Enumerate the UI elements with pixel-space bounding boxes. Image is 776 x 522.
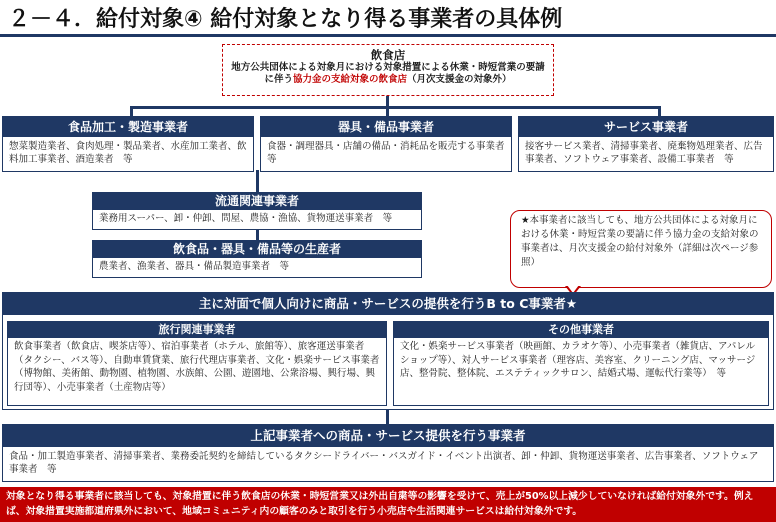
restaurant-line-1: 地方公共団体による対象月における対象措置による休業・時短営業の要請 — [231, 62, 545, 73]
restaurant-title: 飲食店 — [370, 48, 406, 62]
restaurant-line-2-prefix: に伴う — [264, 74, 293, 85]
producers-body: 農業者、漁業者、器具・備品製造事業者 等 — [99, 261, 290, 272]
travel-title: 旅行関連事業者 — [8, 322, 386, 338]
restaurant-highlight: 協力金の支給対象の飲食店 — [292, 74, 407, 85]
restaurant-line-2-suffix: （月次支援金の対象外） — [407, 74, 512, 85]
exclusion-note — [510, 210, 772, 288]
distribution-box — [92, 192, 422, 230]
producers-title: 飲食品・器具・備品等の生産者 — [93, 241, 421, 258]
connector-btoc-down — [386, 410, 389, 424]
btoc-title: 主に対面で個人向けに商品・サービスの提供を行うB to C事業者★ — [3, 293, 773, 315]
other-box — [393, 321, 769, 406]
restaurant-box — [222, 44, 554, 96]
footer-text: 対象となり得る事業者に該当しても、対象措置に伴う飲食店の休業・時短営業又は外出自粛等の影響を受けて、売上が50%以上減少していなければ給付対象外です。例えば、対象措置実施都道府県外において、地域コミュニティ内の顧客のみと取引を行う小売店や生活関連サービスは給付対象外です。 — [6, 491, 754, 517]
distribution-title: 流通関連事業者 — [93, 193, 421, 210]
food-processing-title: 食品加工・製造事業者 — [3, 117, 253, 137]
equipment-box — [260, 116, 515, 172]
travel-box — [7, 321, 387, 406]
equipment-body: 食器・調理器具・店舗の備品・消耗品を販売する事業者 等 — [267, 141, 515, 165]
travel-body: 飲食事業者（飲食店、喫茶店等）、宿泊事業者（ホテル、旅館等）、旅客運送事業者（タクシー、バス等）、自動車賃貸業、旅行代理店事業者、文化・娯楽サービス事業者（博物館、美術館、動物園、植物園、水族館、公園、遊園地、公衆浴場、興行場、興行団等）、小売事業者（土産物店等） — [14, 341, 380, 393]
suppliers-title: 上記事業者への商品・サービス提供を行う事業者 — [3, 425, 773, 447]
connector-middle-down — [256, 170, 259, 192]
service-title: サービス事業者 — [519, 117, 773, 137]
equipment-title: 器具・備品事業者 — [261, 117, 511, 137]
other-title: その他事業者 — [394, 322, 768, 338]
connector-top-horizontal — [130, 106, 660, 109]
other-body: 文化・娯楽サービス事業者（映画館、カラオケ等）、小売事業者（雑貨店、アパレルショップ等）、対人サービス事業者（理容店、美容室、クリーニング店、マッサージ店、整骨院、整体院、エステティックサロン、結婚式場、運転代行業等） 等 — [400, 341, 756, 379]
title-rule — [0, 34, 776, 37]
suppliers-section — [2, 424, 774, 482]
service-body: 接客サービス業者、清掃事業者、廃棄物処理業者、広告事業者、ソフトウェア事業者、設備工事業者 等 — [525, 141, 763, 165]
food-processing-box — [2, 116, 254, 172]
footer-banner — [0, 487, 776, 522]
exclusion-note-text: ★本事業者に該当しても、地方公共団体による対象月における休業・時短営業の要請に伴う協力金の支給対象の事業者は、月次支援金の給付対象外（詳細は次ページ参照） — [521, 215, 759, 268]
producers-box — [92, 240, 422, 278]
food-processing-body: 惣菜製造業者、食肉処理・製品業者、水産加工業者、飲料加工事業者、酒造業者 等 — [9, 141, 247, 165]
distribution-body: 業務用スーパー、卸・仲卸、問屋、農協・漁協、貨物運送事業者 等 — [99, 213, 393, 224]
suppliers-body: 食品・加工製造事業者、清掃事業者、業務委託契約を締結しているタクシードライバー・バスガイド・イベント出演者、卸・仲卸、貨物運送事業者、広告事業者、ソフトウェア事業者 等 — [9, 451, 759, 475]
page-title: ２－４．給付対象④ 給付対象となり得る事業者の具体例 — [8, 7, 563, 32]
restaurant-line-2 — [223, 74, 553, 86]
service-box — [518, 116, 774, 172]
